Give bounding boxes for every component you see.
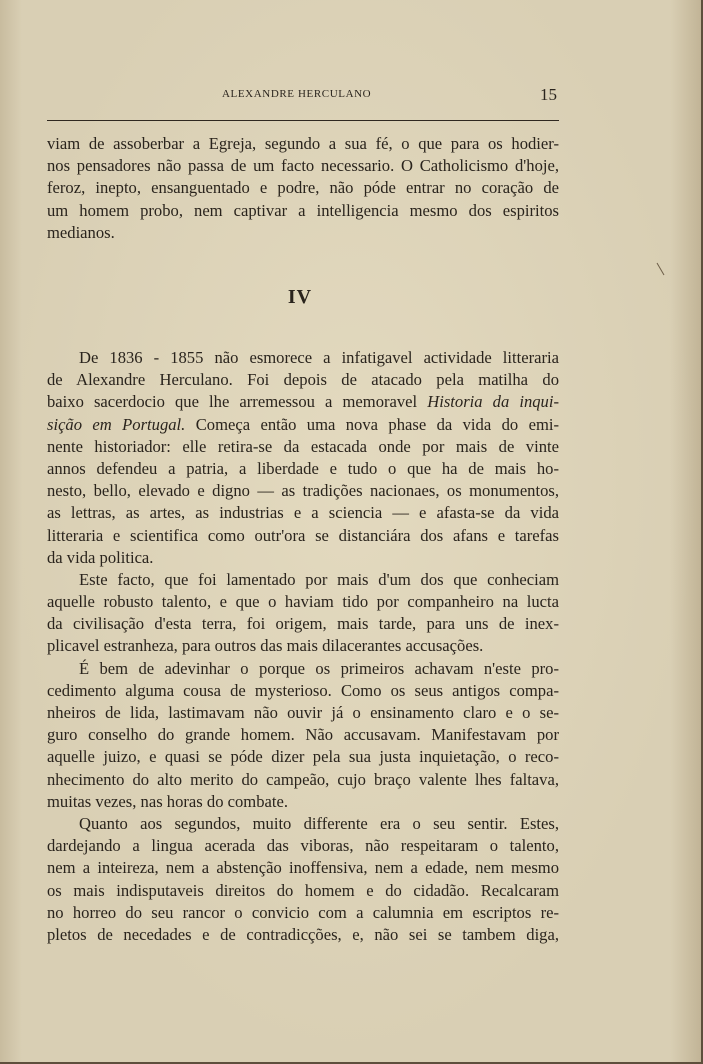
text-line: no horreo do seu rancor o convicio com a calumnia em escriptos re- — [47, 902, 559, 922]
text-line: feroz, inepto, ensanguentado e podre, não póde entrar no coração de — [47, 178, 559, 198]
text-line: Quanto aos segundos, muito differente era o seu sentir. Estes, — [79, 813, 559, 833]
book-title-italic: sição em Portugal. — [47, 414, 186, 434]
header-rule — [47, 120, 559, 121]
text-line — [47, 391, 559, 413]
text-line-start: baixo sacerdocio que lhe arremessou a memoravel — [47, 392, 428, 412]
text-line-rest: Começa então uma nova phase da vida do emi- — [185, 414, 559, 434]
text-line: viam de assoberbar a Egreja, segundo a sua fé, o que para os hodier- — [47, 134, 559, 153]
text-line: guro conselho do grande homem. Não accusavam. Manifestavam por — [47, 725, 559, 745]
section-heading: IV — [287, 286, 313, 308]
text-line: nos pensadores não passa de um facto necessario. O Catholicismo d'hoje, — [47, 156, 559, 176]
text-line: litteraria e scientifica como outr'ora se distanciára dos afans e tarefas — [47, 525, 559, 545]
text-line: nem a inteireza, nem a abstenção inoffensiva, nem a edade, nem mesmo — [47, 858, 559, 878]
text-line: de Alexandre Herculano. Foi depois de atacado pela matilha do — [47, 370, 559, 390]
text-line: nhecimento do alto merito do campeão, cujo braço valente lhes faltava, — [47, 769, 559, 789]
text-line: medianos. — [47, 222, 115, 242]
text-line: nente historiador: elle retira-se da estacada onde por mais de vinte — [47, 436, 559, 456]
text-line: um homem probo, nem captivar a intelligencia mesmo dos espiritos — [47, 200, 559, 220]
running-title: ALEXANDRE HERCULANO — [222, 88, 372, 100]
text-line: Este facto, que foi lamentado por mais d'um dos que conheciam — [79, 569, 559, 589]
text-line: É bem de adevinhar o porque os primeiros achavam n'este pro- — [79, 658, 559, 678]
text-line: aquelle robusto talento, e que o haviam tido por companheiro na lucta — [47, 592, 559, 612]
text-line: cedimento alguma cousa de mysterioso. Como os seus antigos compa- — [47, 680, 559, 700]
text-line: da civilisação d'esta terra, foi origem, mais tarde, para uns de inex- — [47, 614, 559, 634]
intro-paragraph — [47, 133, 559, 244]
book-title-italic: Historia da inqui- — [427, 392, 559, 412]
text-line: da vida politica. — [47, 547, 154, 567]
text-line: De 1836 - 1855 não esmorece a infatigavel actividade litteraria — [79, 348, 559, 367]
text-line — [47, 414, 559, 436]
text-line: dardejando a lingua acerada das viboras, não respeitaram o talento, — [47, 836, 559, 856]
text-line: annos defendeu a patria, a liberdade e tudo o que ha de mais ho- — [47, 458, 559, 478]
text-line: nesto, bello, elevado e digno — as tradições nacionaes, os monumentos, — [47, 481, 559, 501]
text-line: pletos de necedades e de contradicções, e, não sei se tambem diga, — [47, 924, 559, 944]
page-header — [47, 85, 559, 108]
text-line: as lettras, as artes, as industrias e a sciencia — e afasta-se da vida — [47, 503, 559, 523]
text-line: nheiros de lida, lastimavam não ouvir já o ensinamento claro e o se- — [47, 703, 559, 722]
scan-blemish — [657, 263, 665, 276]
section-body — [47, 347, 559, 946]
text-line: muitas vezes, nas horas do combate. — [47, 791, 288, 811]
text-line: plicavel estranheza, para outros das mais dilacerantes accusações. — [47, 636, 484, 656]
text-line: os mais indisputaveis direitos do homem e do cidadão. Recalcaram — [47, 880, 559, 900]
page-number: 15 — [540, 85, 557, 104]
text-line: aquelle juizo, e quasi se póde dizer pela sua justa inquietação, o reco- — [47, 747, 559, 767]
